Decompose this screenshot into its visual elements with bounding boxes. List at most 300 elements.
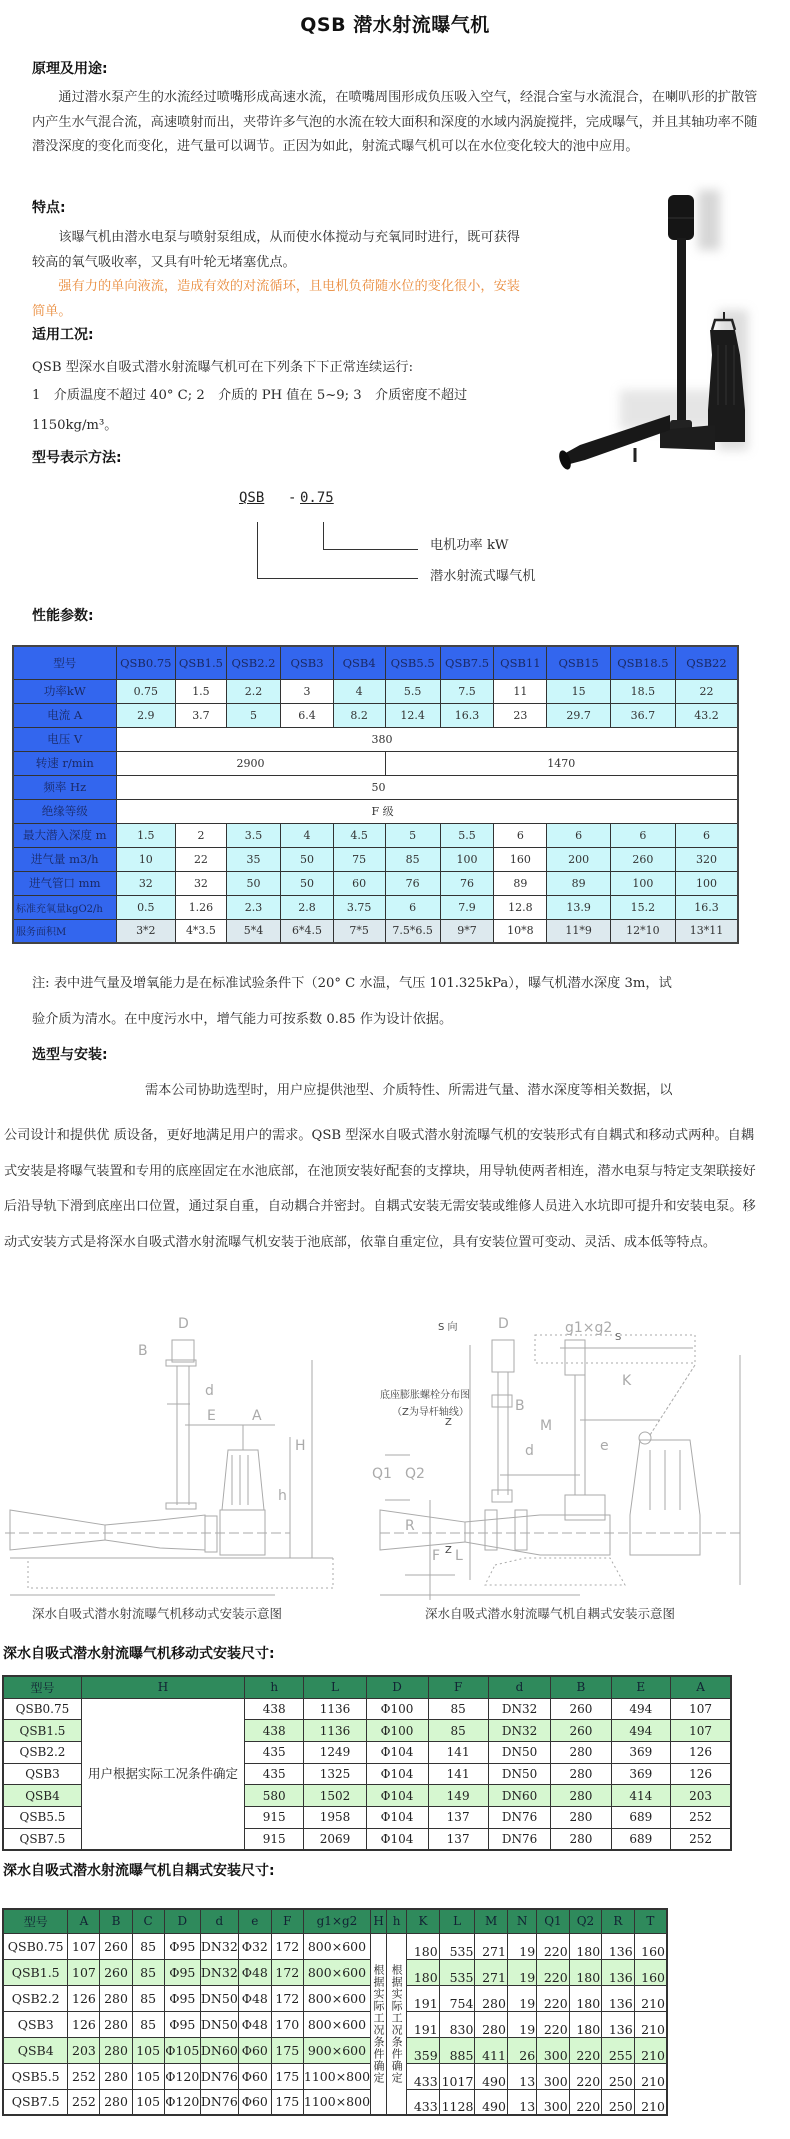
perf-group-cell: 1470 bbox=[385, 751, 738, 775]
mobile-cell: 689 bbox=[611, 1828, 671, 1850]
svg-text:R: R bbox=[405, 1518, 415, 1534]
coupled-cell: 271 bbox=[475, 1959, 508, 1985]
coupled-cell: 210 bbox=[634, 2037, 667, 2063]
perf-cell: 22 bbox=[176, 847, 227, 871]
perf-model-header: QSB15 bbox=[547, 646, 610, 679]
coupled-cell: 271 bbox=[475, 1933, 508, 1959]
perf-row-label: 功率kW bbox=[13, 679, 116, 703]
features-body: 该曝气机由潜水电泵与喷射泵组成，从而使水体搅动与充氧同时进行，既可获得较高的氧气吸收率，又具有叶轮无堵塞优点。 bbox=[32, 230, 520, 270]
mobile-cell: 435 bbox=[244, 1741, 304, 1763]
coupled-cell: 300 bbox=[537, 2089, 570, 2115]
svg-text:g1×g2: g1×g2 bbox=[565, 1320, 613, 1336]
coupled-cell: 26 bbox=[507, 2037, 536, 2063]
model-power-label: 电机功率 kW bbox=[430, 538, 509, 553]
coupled-cell: 172 bbox=[271, 1933, 303, 1959]
perf-cell: 13*11 bbox=[675, 919, 738, 943]
perf-cell: 50 bbox=[226, 871, 280, 895]
coupled-row bbox=[3, 2089, 667, 2115]
model-type-label: 潜水射流式曝气机 bbox=[430, 569, 536, 584]
mobile-header-cell: 型号 bbox=[3, 1676, 81, 1698]
coupled-cell: 203 bbox=[68, 2037, 100, 2063]
coupled-cell: DN32 bbox=[200, 1933, 238, 1959]
perf-cell: 6 bbox=[547, 823, 610, 847]
model-power: 0.75 bbox=[300, 490, 334, 506]
coupled-header-cell: L bbox=[439, 1909, 475, 1933]
perf-cell: 100 bbox=[440, 847, 493, 871]
coupled-header-cell: e bbox=[238, 1909, 271, 1933]
coupled-cell: Φ95 bbox=[164, 1933, 200, 1959]
mobile-cell: 494 bbox=[611, 1720, 671, 1742]
mobile-cell: 85 bbox=[428, 1698, 488, 1720]
principle-body: 通过潜水泵产生的水流经过喷嘴形成高速水流，在喷嘴周围形成负压吸入空气，经混合室与水流混合，在喇叭形的扩散管内产生水气混合流，高速喷射而出，夹带许多气泡的水流在较大面积和深度的水域内涡旋搅拌，完成曝气，并且其轴功率不随潜没深度的变化而变化，进气量可以调节。正因为如此，射流式曝气机可以在水位变化较大的池中应用。 bbox=[32, 90, 758, 154]
svg-text:E: E bbox=[207, 1408, 216, 1424]
mobile-cell: 1249 bbox=[304, 1741, 366, 1763]
svg-text:L: L bbox=[455, 1548, 463, 1564]
perf-cell: 36.7 bbox=[610, 703, 675, 727]
mobile-cell: 141 bbox=[428, 1741, 488, 1763]
perf-cell: 12.4 bbox=[385, 703, 440, 727]
perf-model-header: QSB2.2 bbox=[226, 646, 280, 679]
coupled-cell: 19 bbox=[507, 1933, 536, 1959]
mobile-header-cell: d bbox=[488, 1676, 551, 1698]
coupled-header-cell: h bbox=[387, 1909, 407, 1933]
mobile-header-cell: B bbox=[551, 1676, 611, 1698]
coupled-table-heading: 深水自吸式潜水射流曝气机自耦式安装尺寸: bbox=[3, 1863, 275, 1879]
mobile-cell: 137 bbox=[428, 1828, 488, 1850]
mobile-cell: Φ104 bbox=[366, 1806, 428, 1828]
perf-cell: 7.5 bbox=[440, 679, 493, 703]
coupled-cell: 1128 bbox=[439, 2089, 475, 2115]
perf-cell: 2 bbox=[176, 823, 227, 847]
mobile-cell: 203 bbox=[671, 1785, 731, 1807]
coupled-install-table bbox=[2, 1908, 668, 2116]
mobile-cell: DN60 bbox=[488, 1785, 551, 1807]
perf-cell: 6*4.5 bbox=[281, 919, 334, 943]
perf-cell: 6 bbox=[610, 823, 675, 847]
perf-model-header: QSB11 bbox=[494, 646, 547, 679]
installation-diagrams bbox=[0, 1300, 790, 1630]
perf-model-header: QSB3 bbox=[281, 646, 334, 679]
svg-text:Q1: Q1 bbox=[372, 1466, 392, 1482]
perf-cell: 50 bbox=[281, 847, 334, 871]
mobile-cell: 126 bbox=[671, 1763, 731, 1785]
mobile-cell: 85 bbox=[428, 1720, 488, 1742]
coupled-cell: DN32 bbox=[200, 1959, 238, 1985]
mobile-cell: 260 bbox=[551, 1698, 611, 1720]
svg-text:d: d bbox=[205, 1383, 214, 1399]
perf-model-header: QSB7.5 bbox=[440, 646, 493, 679]
perf-row-label: 服务面积M bbox=[13, 919, 116, 943]
perf-model-header: QSB5.5 bbox=[385, 646, 440, 679]
model-heading: 型号表示方法: bbox=[32, 450, 122, 466]
perf-row bbox=[13, 751, 738, 775]
perf-row-label: 电压 V bbox=[13, 727, 116, 751]
mobile-cell: DN76 bbox=[488, 1828, 551, 1850]
perf-cell: 13.9 bbox=[547, 895, 610, 919]
coupled-cell: 830 bbox=[439, 2011, 475, 2037]
s-direction-label: S 向 bbox=[438, 1322, 458, 1333]
mobile-table-heading: 深水自吸式潜水射流曝气机移动式安装尺寸: bbox=[3, 1646, 275, 1662]
bolt-layout-title: 底座膨胀螺栓分布图 bbox=[380, 1390, 470, 1401]
perf-cell: 2.8 bbox=[281, 895, 334, 919]
coupled-cell: 280 bbox=[100, 2037, 132, 2063]
coupled-cell: 535 bbox=[439, 1959, 475, 1985]
coupled-cell: Φ60 bbox=[238, 2063, 271, 2089]
coupled-cell: 359 bbox=[407, 2037, 440, 2063]
perf-header-label: 型号 bbox=[13, 646, 116, 679]
perf-row bbox=[13, 799, 738, 823]
perf-cell: 6.4 bbox=[281, 703, 334, 727]
perf-cell: 1.5 bbox=[176, 679, 227, 703]
coupled-row bbox=[3, 1933, 667, 1959]
mobile-diagram-caption: 深水自吸式潜水射流曝气机移动式安装示意图 bbox=[32, 1606, 283, 1621]
coupled-diagram-caption: 深水自吸式潜水射流曝气机自耦式安装示意图 bbox=[425, 1606, 676, 1621]
mobile-model-cell: QSB1.5 bbox=[3, 1720, 81, 1742]
mobile-cell: 369 bbox=[611, 1741, 671, 1763]
coupled-cell: 754 bbox=[439, 1985, 475, 2011]
mobile-cell: 1502 bbox=[304, 1785, 366, 1807]
coupled-header-cell: R bbox=[602, 1909, 635, 1933]
coupled-cell: 280 bbox=[100, 2063, 132, 2089]
coupled-cell: 220 bbox=[537, 1959, 570, 1985]
mobile-model-cell: QSB7.5 bbox=[3, 1828, 81, 1850]
model-prefix: QSB bbox=[239, 490, 265, 506]
perf-cell: 6 bbox=[675, 823, 738, 847]
perf-cell: 5*4 bbox=[226, 919, 280, 943]
perf-cell: 3.75 bbox=[333, 895, 385, 919]
features-highlight: 强有力的单向液流，造成有效的对流循环，且电机负荷随水位的变化很小，安装简单。 bbox=[32, 279, 520, 319]
perf-row bbox=[13, 727, 738, 751]
perf-cell: 6 bbox=[494, 823, 547, 847]
performance-heading: 性能参数: bbox=[32, 608, 94, 624]
mobile-cell: 126 bbox=[671, 1741, 731, 1763]
perf-cell: 9*7 bbox=[440, 919, 493, 943]
perf-cell: 4*3.5 bbox=[176, 919, 227, 943]
coupled-cell: Φ95 bbox=[164, 1985, 200, 2011]
coupled-model-cell: QSB5.5 bbox=[3, 2063, 68, 2089]
svg-text:M: M bbox=[540, 1418, 553, 1434]
coupled-cell: 210 bbox=[634, 2063, 667, 2089]
coupled-cell: 433 bbox=[407, 2063, 440, 2089]
svg-text:S: S bbox=[615, 1332, 622, 1343]
perf-cell: 11*9 bbox=[547, 919, 610, 943]
coupled-header-cell: g1×g2 bbox=[303, 1909, 370, 1933]
mobile-cell: DN50 bbox=[488, 1741, 551, 1763]
perf-cell: 7.9 bbox=[440, 895, 493, 919]
perf-cell: 2.3 bbox=[226, 895, 280, 919]
mobile-cell: 438 bbox=[244, 1720, 304, 1742]
mobile-cell: Φ100 bbox=[366, 1720, 428, 1742]
perf-cell: 76 bbox=[385, 871, 440, 895]
coupled-H-merged: 根据实际工况条件确定 bbox=[371, 1933, 387, 2115]
coupled-cell: 280 bbox=[100, 2011, 132, 2037]
mobile-cell: DN76 bbox=[488, 1806, 551, 1828]
coupled-model-cell: QSB4 bbox=[3, 2037, 68, 2063]
perf-cell: 3*2 bbox=[116, 919, 176, 943]
perf-cell: 1.5 bbox=[116, 823, 176, 847]
perf-cell: 50 bbox=[281, 871, 334, 895]
svg-text:A: A bbox=[252, 1408, 262, 1424]
conditions-line3: 1150kg/m³。 bbox=[32, 418, 118, 433]
coupled-cell: Φ95 bbox=[164, 2011, 200, 2037]
coupled-cell: Φ95 bbox=[164, 1959, 200, 1985]
perf-row-label: 绝缘等级 bbox=[13, 799, 116, 823]
coupled-row bbox=[3, 2011, 667, 2037]
coupled-row bbox=[3, 1985, 667, 2011]
page-title: QSB 潜水射流曝气机 bbox=[300, 14, 490, 36]
mobile-cell: 1325 bbox=[304, 1763, 366, 1785]
coupled-cell: 13 bbox=[507, 2063, 536, 2089]
coupled-cell: 191 bbox=[407, 2011, 440, 2037]
coupled-cell: 210 bbox=[634, 2089, 667, 2115]
coupled-header-cell: M bbox=[475, 1909, 508, 1933]
mobile-cell: 141 bbox=[428, 1763, 488, 1785]
coupled-cell: Φ105 bbox=[164, 2037, 200, 2063]
mobile-cell: DN32 bbox=[488, 1720, 551, 1742]
perf-merged-cell: 380 bbox=[116, 727, 738, 751]
coupled-cell: 210 bbox=[634, 1985, 667, 2011]
perf-cell: 320 bbox=[675, 847, 738, 871]
perf-cell: 32 bbox=[116, 871, 176, 895]
mobile-header-row bbox=[3, 1676, 731, 1698]
mobile-cell: DN50 bbox=[488, 1763, 551, 1785]
model-connector-line bbox=[323, 549, 418, 550]
mobile-cell: Φ104 bbox=[366, 1828, 428, 1850]
perf-cell: 5 bbox=[385, 823, 440, 847]
mobile-install-table bbox=[2, 1675, 732, 1851]
coupled-cell: 300 bbox=[537, 2063, 570, 2089]
perf-cell: 75 bbox=[333, 847, 385, 871]
coupled-cell: 85 bbox=[132, 2011, 164, 2037]
svg-text:B: B bbox=[138, 1343, 148, 1359]
coupled-cell: 85 bbox=[132, 1959, 164, 1985]
perf-row-label: 进气量 m3/h bbox=[13, 847, 116, 871]
coupled-cell: 180 bbox=[569, 2011, 602, 2037]
mobile-cell: 2069 bbox=[304, 1828, 366, 1850]
coupled-cell: 13 bbox=[507, 2089, 536, 2115]
perf-cell: 23 bbox=[494, 703, 547, 727]
bolt-layout-sub: （Z为导杆轴线） bbox=[392, 1407, 469, 1418]
selection-body: 公司设计和提供优 质设备，更好地满足用户的需求。QSB 型深水自吸式潜水射流曝气机的安装形式有自耦式和移动式两种。自耦式安装是将曝气装置和专用的底座固定在水池底部，在池顶安装好配套的支撑块，用导轨使两者相连，潜水电泵与特定支架联接好后沿导轨下滑到底座出口位置，通过泵自重，自动耦合并密封。自耦式安装无需安装或维修人员进入水坑即可提升和安装电泵。移动式安装方式是将深水自吸式潜水射流曝气机安装于池底部，依靠自重定位，具有安装位置可变动、灵活、成本低等特点。 bbox=[4, 1128, 756, 1250]
coupled-cell: Φ120 bbox=[164, 2089, 200, 2115]
perf-cell: 43.2 bbox=[675, 703, 738, 727]
perf-cell: 12.8 bbox=[494, 895, 547, 919]
coupled-header-cell: K bbox=[407, 1909, 440, 1933]
mobile-cell: Φ104 bbox=[366, 1785, 428, 1807]
perf-cell: 3.7 bbox=[176, 703, 227, 727]
perf-row bbox=[13, 847, 738, 871]
perf-cell: 2.2 bbox=[226, 679, 280, 703]
coupled-cell: 255 bbox=[602, 2037, 635, 2063]
mobile-cell: 149 bbox=[428, 1785, 488, 1807]
coupled-cell: 1017 bbox=[439, 2063, 475, 2089]
mobile-cell: 915 bbox=[244, 1828, 304, 1850]
coupled-cell: 136 bbox=[602, 1933, 635, 1959]
perf-cell: 160 bbox=[494, 847, 547, 871]
perf-merged-cell: F 级 bbox=[116, 799, 738, 823]
principle-heading: 原理及用途: bbox=[32, 61, 108, 77]
model-connector-line bbox=[257, 522, 258, 578]
svg-text:F: F bbox=[432, 1548, 441, 1564]
model-connector-line bbox=[257, 578, 418, 579]
mobile-cell: 107 bbox=[671, 1720, 731, 1742]
mobile-cell: 252 bbox=[671, 1806, 731, 1828]
conditions-line2: 1 介质温度不超过 40° C; 2 介质的 PH 值在 5~9; 3 介质密度不超过 bbox=[32, 388, 468, 403]
aerator-image-icon bbox=[540, 180, 770, 480]
mobile-cell: 1136 bbox=[304, 1720, 366, 1742]
coupled-cell: 220 bbox=[537, 2011, 570, 2037]
perf-row bbox=[13, 919, 738, 943]
coupled-cell: 1100×800 bbox=[303, 2063, 370, 2089]
perf-row bbox=[13, 871, 738, 895]
installation-drawing-icon bbox=[0, 1300, 790, 1630]
coupled-header-cell: B bbox=[100, 1909, 132, 1933]
coupled-cell: 19 bbox=[507, 1959, 536, 1985]
perf-row-label: 标准充氧量kgO2/h bbox=[13, 895, 116, 919]
perf-cell: 18.5 bbox=[610, 679, 675, 703]
perf-cell: 32 bbox=[176, 871, 227, 895]
coupled-header-cell: D bbox=[164, 1909, 200, 1933]
svg-text:Z: Z bbox=[445, 1417, 452, 1428]
perf-cell: 60 bbox=[333, 871, 385, 895]
perf-row-label: 频率 Hz bbox=[13, 775, 116, 799]
coupled-cell: 160 bbox=[634, 1933, 667, 1959]
svg-text:D: D bbox=[498, 1316, 509, 1332]
coupled-cell: 490 bbox=[475, 2063, 508, 2089]
perf-cell: 6 bbox=[385, 895, 440, 919]
coupled-cell: Φ60 bbox=[238, 2037, 271, 2063]
perf-row bbox=[13, 703, 738, 727]
perf-row-label: 进气管口 mm bbox=[13, 871, 116, 895]
coupled-cell: 220 bbox=[569, 2037, 602, 2063]
perf-cell: 12*10 bbox=[610, 919, 675, 943]
coupled-model-cell: QSB0.75 bbox=[3, 1933, 68, 1959]
perf-cell: 4.5 bbox=[333, 823, 385, 847]
coupled-cell: 260 bbox=[100, 1959, 132, 1985]
coupled-cell: 170 bbox=[271, 2011, 303, 2037]
coupled-cell: 800×600 bbox=[303, 1985, 370, 2011]
coupled-cell: 105 bbox=[132, 2063, 164, 2089]
mobile-cell: 369 bbox=[611, 1763, 671, 1785]
coupled-cell: 175 bbox=[271, 2089, 303, 2115]
coupled-cell: 433 bbox=[407, 2089, 440, 2115]
coupled-cell: 19 bbox=[507, 1985, 536, 2011]
mobile-cell: 494 bbox=[611, 1698, 671, 1720]
coupled-cell: 191 bbox=[407, 1985, 440, 2011]
mobile-cell: 107 bbox=[671, 1698, 731, 1720]
conditions-heading: 适用工况: bbox=[32, 327, 94, 343]
mobile-header-cell: F bbox=[428, 1676, 488, 1698]
coupled-header-cell: 型号 bbox=[3, 1909, 68, 1933]
perf-cell: 15.2 bbox=[610, 895, 675, 919]
product-photo bbox=[540, 180, 770, 480]
coupled-cell: 136 bbox=[602, 2011, 635, 2037]
performance-table bbox=[12, 645, 739, 944]
perf-cell: 5.5 bbox=[385, 679, 440, 703]
coupled-cell: 252 bbox=[68, 2089, 100, 2115]
coupled-cell: 800×600 bbox=[303, 1959, 370, 1985]
perf-cell: 1.26 bbox=[176, 895, 227, 919]
perf-cell: 200 bbox=[547, 847, 610, 871]
coupled-cell: 180 bbox=[407, 1933, 440, 1959]
coupled-cell: 220 bbox=[537, 1985, 570, 2011]
mobile-cell: DN32 bbox=[488, 1698, 551, 1720]
mobile-header-cell: L bbox=[304, 1676, 366, 1698]
mobile-cell: 414 bbox=[611, 1785, 671, 1807]
note-line2: 验介质为清水。在中度污水中，增气能力可按系数 0.85 作为设计依据。 bbox=[32, 1012, 453, 1027]
perf-merged-cell: 50 bbox=[116, 775, 738, 799]
svg-text:e: e bbox=[600, 1438, 609, 1454]
perf-cell: 16.3 bbox=[440, 703, 493, 727]
perf-cell: 10*8 bbox=[494, 919, 547, 943]
coupled-cell: 220 bbox=[569, 2089, 602, 2115]
coupled-header-cell: Q1 bbox=[537, 1909, 570, 1933]
model-dash: - bbox=[288, 490, 297, 506]
coupled-model-cell: QSB3 bbox=[3, 2011, 68, 2037]
perf-row-label: 转速 r/min bbox=[13, 751, 116, 775]
mobile-cell: 137 bbox=[428, 1806, 488, 1828]
mobile-model-cell: QSB5.5 bbox=[3, 1806, 81, 1828]
coupled-cell: 180 bbox=[569, 1959, 602, 1985]
coupled-cell: 180 bbox=[569, 1985, 602, 2011]
svg-text:K: K bbox=[622, 1373, 632, 1389]
coupled-header-cell: Q2 bbox=[569, 1909, 602, 1933]
perf-cell: 100 bbox=[610, 871, 675, 895]
coupled-header-cell: H bbox=[371, 1909, 387, 1933]
svg-text:h: h bbox=[278, 1488, 287, 1504]
perf-cell: 35 bbox=[226, 847, 280, 871]
coupled-cell: 210 bbox=[634, 2011, 667, 2037]
coupled-cell: 800×600 bbox=[303, 1933, 370, 1959]
mobile-header-cell: D bbox=[366, 1676, 428, 1698]
coupled-header-row bbox=[3, 1909, 667, 1933]
perf-cell: 10 bbox=[116, 847, 176, 871]
svg-text:H: H bbox=[295, 1438, 306, 1454]
coupled-cell: 126 bbox=[68, 1985, 100, 2011]
coupled-cell: Φ60 bbox=[238, 2089, 271, 2115]
perf-cell: 15 bbox=[547, 679, 610, 703]
perf-row bbox=[13, 679, 738, 703]
coupled-cell: 105 bbox=[132, 2037, 164, 2063]
coupled-row bbox=[3, 2037, 667, 2063]
coupled-cell: 220 bbox=[537, 1933, 570, 1959]
features-heading: 特点: bbox=[32, 200, 66, 216]
perf-cell: 3.5 bbox=[226, 823, 280, 847]
coupled-cell: 280 bbox=[475, 1985, 508, 2011]
coupled-cell: 172 bbox=[271, 1985, 303, 2011]
selection-line1: 需本公司协助选型时，用户应提供池型、介质特性、所需进气量、潜水深度等相关数据，以 bbox=[145, 1083, 673, 1098]
coupled-cell: 107 bbox=[68, 1933, 100, 1959]
perf-row bbox=[13, 823, 738, 847]
perf-cell: 89 bbox=[547, 871, 610, 895]
mobile-cell: 252 bbox=[671, 1828, 731, 1850]
coupled-cell: 900×600 bbox=[303, 2037, 370, 2063]
mobile-header-cell: H bbox=[81, 1676, 244, 1698]
coupled-cell: 252 bbox=[68, 2063, 100, 2089]
mobile-model-cell: QSB4 bbox=[3, 1785, 81, 1807]
perf-model-header: QSB18.5 bbox=[610, 646, 675, 679]
mobile-header-cell: E bbox=[611, 1676, 671, 1698]
coupled-cell: DN76 bbox=[200, 2063, 238, 2089]
perf-cell: 5 bbox=[226, 703, 280, 727]
mobile-model-cell: QSB0.75 bbox=[3, 1698, 81, 1720]
perf-cell: 85 bbox=[385, 847, 440, 871]
coupled-cell: 160 bbox=[634, 1959, 667, 1985]
svg-text:Q2: Q2 bbox=[405, 1466, 425, 1482]
mobile-cell: 689 bbox=[611, 1806, 671, 1828]
mobile-row bbox=[3, 1698, 731, 1720]
perf-cell: 16.3 bbox=[675, 895, 738, 919]
